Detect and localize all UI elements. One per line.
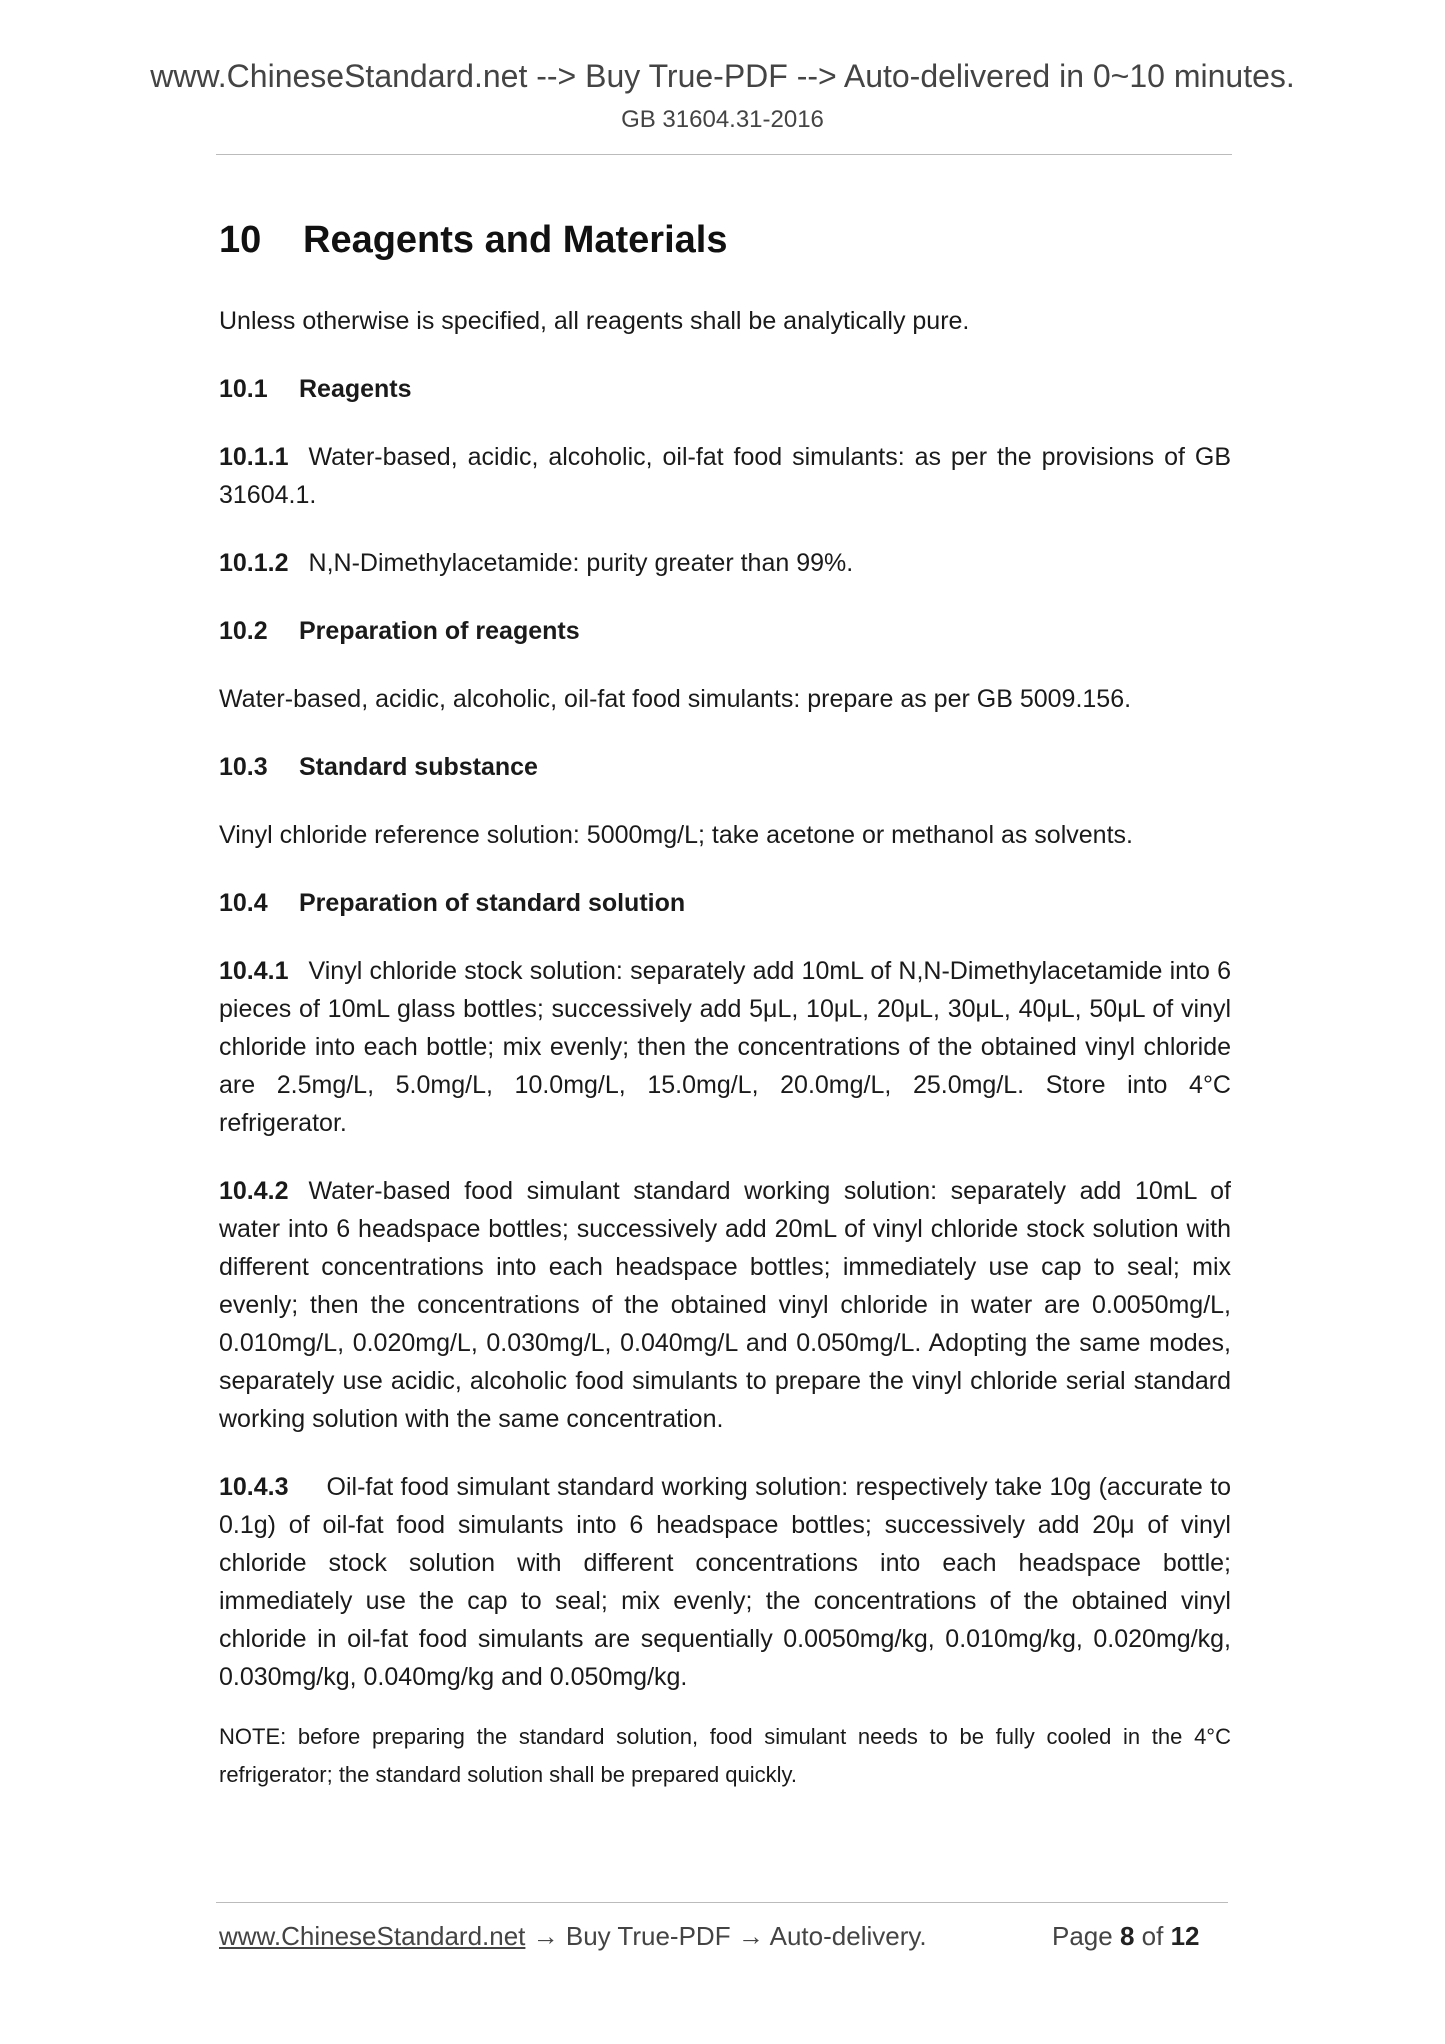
clause-10-4-1 <box>219 952 1231 1142</box>
clause-text: Water-based, acidic, alcoholic, oil-fat food simulants: as per the provisions of GB 31604.1. <box>219 443 1231 509</box>
subsection-heading-10-2 <box>219 612 1231 650</box>
clause-number: 10.4.1 <box>219 957 289 985</box>
page-total: 12 <box>1170 1921 1200 1951</box>
footer-delivery-text: Auto-delivery. <box>769 1921 927 1951</box>
clause-number: 10.4.3 <box>219 1473 289 1501</box>
clause-number: 10.1.1 <box>219 443 289 471</box>
subsection-title: Standard substance <box>299 753 538 781</box>
subsection-number: 10.2 <box>219 617 268 645</box>
page-word: Page <box>1052 1921 1113 1951</box>
arrow-right-icon: → <box>737 1921 764 1951</box>
section-intro: Unless otherwise is specified, all reagents shall be analytically pure. <box>219 307 970 335</box>
subsection-title: Preparation of reagents <box>299 617 580 645</box>
clause-10-4-3 <box>219 1468 1231 1696</box>
footer-promo <box>219 1921 927 1952</box>
footer-buy-text: Buy True-PDF <box>565 1921 731 1951</box>
clause-number: 10.1.2 <box>219 549 289 577</box>
subsection-heading-10-4 <box>219 884 1231 922</box>
page-number <box>1052 1921 1200 1952</box>
clause-number: 10.4.2 <box>219 1177 289 1205</box>
clause-text: Oil-fat food simulant standard working solution: respectively take 10g (accurate to 0.1g) of oil-fat food simulants into 6 headspace bottles; successively add 20μ of vinyl chloride stock solution with different concentrations into each headspace bottle; immediately use the cap to seal; mix evenly; the concentrations of the obtained vinyl chloride in oil-fat food simulants are sequentially 0.0050mg/kg, 0.010mg/kg, 0.020mg/kg, 0.030mg/kg, 0.040mg/kg and 0.050mg/kg. <box>219 1473 1231 1691</box>
header-standard-id: GB 31604.31-2016 <box>621 106 824 133</box>
header-divider <box>216 154 1232 155</box>
paragraph-10-3: Vinyl chloride reference solution: 5000mg/L; take acetone or methanol as solvents. <box>219 821 1133 849</box>
subsection-number: 10.4 <box>219 889 268 917</box>
section-number: 10 <box>219 219 262 261</box>
header-banner: www.ChineseStandard.net --> Buy True-PDF --> Auto-delivered in 0~10 minutes. <box>150 58 1295 94</box>
subsection-title: Preparation of standard solution <box>299 889 686 917</box>
of-word: of <box>1141 1921 1164 1951</box>
subsection-title: Reagents <box>299 375 412 403</box>
arrow-right-icon: → <box>532 1921 559 1951</box>
subsection-heading-10-3 <box>219 748 1231 786</box>
note: NOTE: before preparing the standard solution, food simulant needs to be fully cooled in the 4°C refrigerator; the standard solution shall be prepared quickly. <box>219 1724 1231 1787</box>
section-heading <box>219 210 1231 270</box>
page-current: 8 <box>1119 1921 1135 1951</box>
subsection-number: 10.3 <box>219 753 268 781</box>
clause-10-1-1 <box>219 438 1231 514</box>
clause-10-4-2 <box>219 1172 1231 1438</box>
subsection-number: 10.1 <box>219 375 268 403</box>
clause-10-1-2 <box>219 544 1231 582</box>
clause-text: Water-based food simulant standard working solution: separately add 10mL of water into 6 headspace bottles; successively add 20mL of vinyl chloride stock solution with different concentrations into each headspace bottles; immediately use cap to seal; mix evenly; then the concentrations of the obtained vinyl chloride in water are 0.0050mg/L, 0.010mg/L, 0.020mg/L, 0.030mg/L, 0.040mg/L and 0.050mg/L. Adopting the same modes, separately use acidic, alcoholic food simulants to prepare the vinyl chloride serial standard working solution with the same concentration. <box>219 1177 1231 1433</box>
section-title: Reagents and Materials <box>303 219 728 261</box>
footer-site-link[interactable]: www.ChineseStandard.net <box>219 1921 526 1951</box>
clause-text: Vinyl chloride stock solution: separately add 10mL of N,N-Dimethylacetamide into 6 pieces of 10mL glass bottles; successively add 5μL, 10μL, 20μL, 30μL, 40μL, 50μL of vinyl chloride into each bottle; mix evenly; then the concentrations of the obtained vinyl chloride are 2.5mg/L, 5.0mg/L, 10.0mg/L, 15.0mg/L, 20.0mg/L, 25.0mg/L. Store into 4°C refrigerator. <box>219 957 1231 1137</box>
page-body <box>219 210 1231 1794</box>
clause-text: N,N-Dimethylacetamide: purity greater than 99%. <box>308 549 854 577</box>
footer-divider <box>216 1902 1228 1903</box>
paragraph-10-2: Water-based, acidic, alcoholic, oil-fat food simulants: prepare as per GB 5009.156. <box>219 685 1132 713</box>
subsection-heading-10-1 <box>219 370 1231 408</box>
